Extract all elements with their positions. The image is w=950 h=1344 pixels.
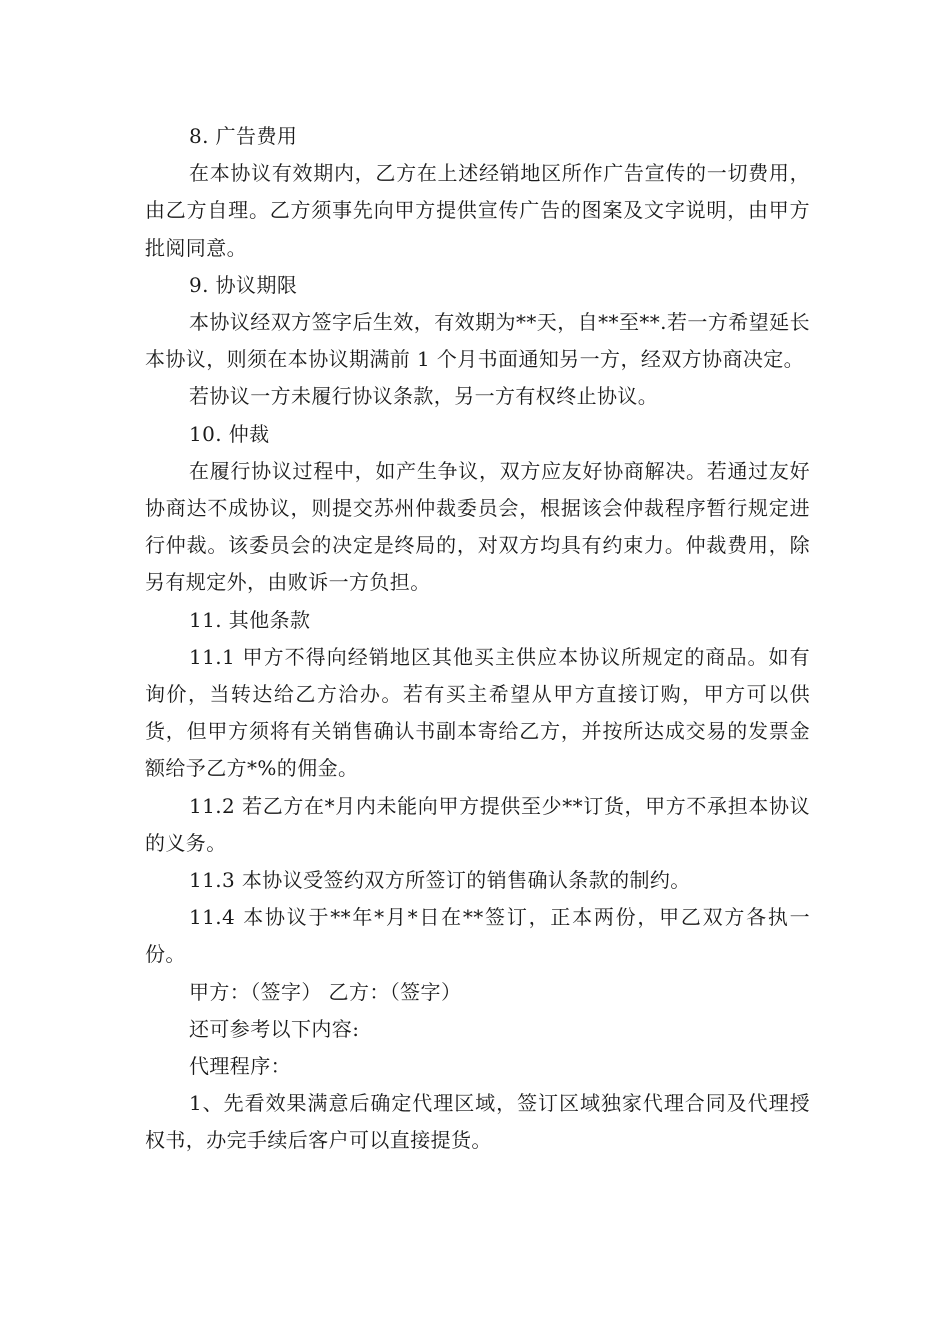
document-page [145,118,810,1160]
section-heading-agency-procedure: 代理程序： [189,1054,291,1079]
clause-11-4: 11.4 本协议于**年*月*日在**签订，正本两份，甲乙双方各执一份。 [145,905,810,967]
clause-11-3: 11.3 本协议受签约双方所签订的销售确认条款的制约。 [189,868,691,893]
section-heading-term: 9. 协议期限 [189,272,298,297]
section-heading-arbitration: 10. 仲裁 [189,421,270,446]
paragraph-advertising-costs: 在本协议有效期内，乙方在上述经销地区所作广告宣传的一切费用，由乙方自理。乙方须事先向甲方提供宣传广告的图案及文字说明，由甲方批阅同意。 [145,161,810,260]
paragraph-arbitration: 在履行协议过程中，如产生争议，双方应友好协商解决。若通过友好协商达不成协议，则提交苏州仲裁委员会，根据该会仲裁程序暂行规定进行仲裁。该委员会的决定是终局的，对双方均具有约束力。仲裁费用，除另有规定外，由败诉一方负担。 [145,458,810,595]
clause-11-2: 11.2 若乙方在*月内未能向甲方提供至少**订货，甲方不承担本协议的义务。 [145,793,810,855]
signature-line: 甲方：（签字） 乙方：（签字） [189,979,462,1004]
paragraph-termination: 若协议一方未履行协议条款，另一方有权终止协议。 [189,384,659,409]
paragraph-agency-step-1: 1、先看效果满意后确定代理区域，签订区域独家代理合同及代理授权书，办完手续后客户可以直接提货。 [145,1091,810,1153]
clause-11-1: 11.1 甲方不得向经销地区其他买主供应本协议所规定的商品。如有询价，当转达给乙方洽办。若有买主希望从甲方直接订购，甲方可以供货，但甲方须将有关销售确认书副本寄给乙方，并按所达成交易的发票金额给予乙方*%的佣金。 [145,644,810,781]
paragraph-reference-note: 还可参考以下内容: [189,1016,360,1041]
section-heading-advertising: 8. 广告费用 [189,124,298,148]
paragraph-term: 本协议经双方签字后生效，有效期为**天，自**至**.若一方希望延长本协议，则须在本协议期满前 1 个月书面通知另一方，经双方协商决定。 [145,310,810,372]
section-heading-other-terms: 11. 其他条款 [189,607,311,632]
